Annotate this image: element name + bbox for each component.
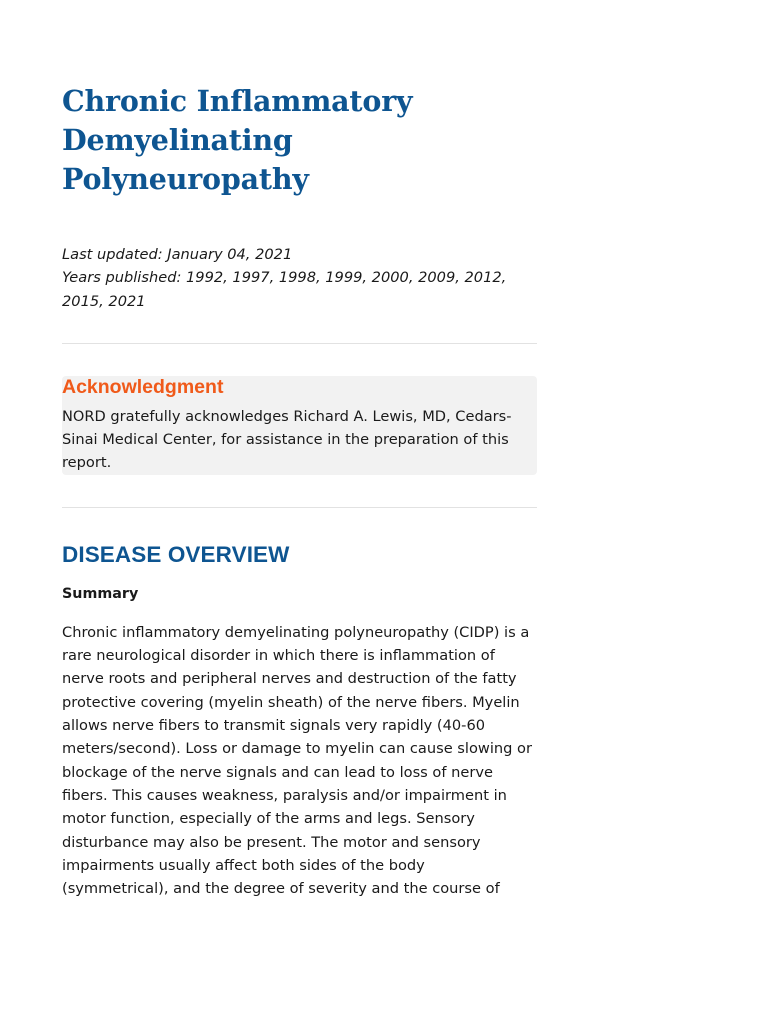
summary-line: Chronic inflammatory demyelinating polyneuropathy (CIDP) is a — [62, 623, 530, 641]
divider — [62, 343, 537, 344]
summary-line: allows nerve fibers to transmit signals very rapidly (40-60 — [62, 717, 486, 735]
summary-line: fibers. This causes weakness, paralysis and/or impairment in — [62, 786, 507, 804]
title-line: Demyelinating — [62, 123, 293, 157]
section-heading-disease-overview: DISEASE OVERVIEW — [62, 541, 290, 567]
summary-line: protective covering (myelin sheath) of the nerve fibers. Myelin — [62, 693, 520, 711]
summary-line: impairments usually affect both sides of the body — [62, 856, 425, 874]
title-line: Chronic Inflammatory — [62, 84, 413, 118]
ack-line: NORD gratefully acknowledges Richard A. Lewis, MD, Cedars- — [62, 407, 512, 425]
ack-line: Sinai Medical Center, for assistance in the preparation of this — [62, 431, 509, 449]
summary-line: rare neurological disorder in which there is inflammation of — [62, 647, 495, 665]
summary-line: nerve roots and peripheral nerves and destruction of the fatty — [62, 670, 517, 688]
summary-line: (symmetrical), and the degree of severity and the course of — [62, 880, 500, 898]
acknowledgment-heading: Acknowledgment — [62, 375, 224, 398]
title-line: Polyneuropathy — [62, 162, 309, 196]
years-published-line: Years published: 1992, 1997, 1998, 1999, 2000, 2009, 2012, — [62, 269, 507, 287]
acknowledgment-box — [62, 376, 537, 475]
acknowledgment-text — [62, 405, 532, 475]
summary-line: blockage of the nerve signals and can lead to loss of nerve — [62, 763, 493, 781]
last-updated: Last updated: January 04, 2021 — [62, 246, 293, 263]
summary-line: meters/second). Loss or damage to myelin can cause slowing or — [62, 740, 532, 758]
years-published-line: 2015, 2021 — [62, 292, 146, 310]
page-title — [62, 82, 537, 199]
summary-line: disturbance may also be present. The motor and sensory — [62, 833, 481, 851]
ack-line: report. — [62, 454, 112, 472]
divider — [62, 507, 537, 508]
summary-line: motor function, especially of the arms and legs. Sensory — [62, 810, 475, 828]
summary-paragraph — [62, 621, 537, 901]
document-page — [62, 82, 537, 900]
publication-meta — [62, 243, 537, 313]
summary-label: Summary — [62, 585, 139, 602]
